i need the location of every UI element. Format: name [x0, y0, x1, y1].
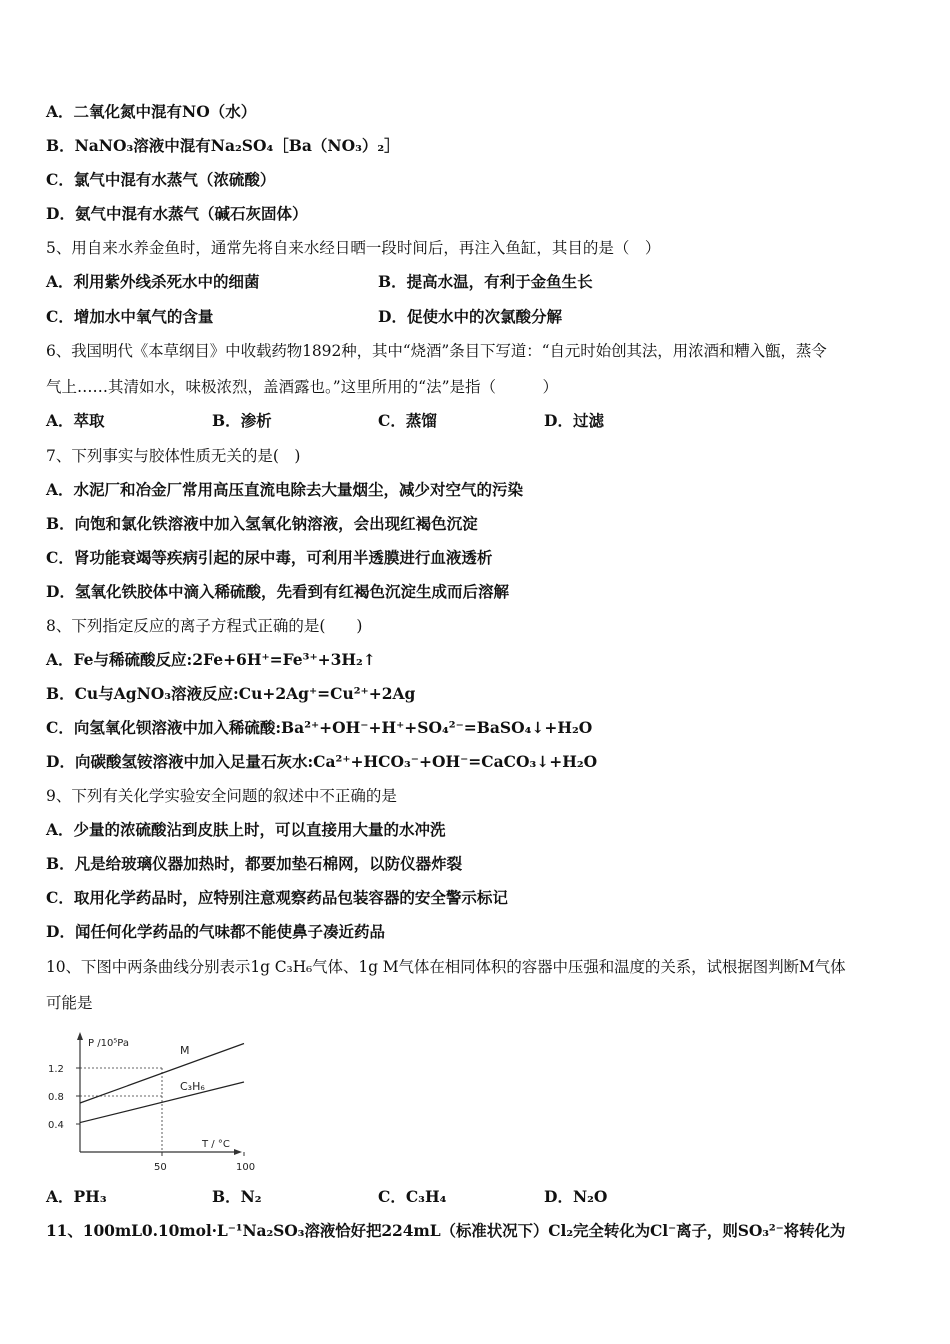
pressure-temperature-graph — [40, 1028, 256, 1178]
q9-stem: 9、下列有关化学实验安全问题的叙述中不正确的是 — [46, 787, 397, 805]
q7-option-b: B．向饱和氯化铁溶液中加入氢氧化钠溶液，会出现红褐色沉淀 — [46, 514, 478, 533]
q9-option-d: D．闻任何化学药品的气味都不能使鼻子凑近药品 — [46, 922, 385, 941]
series-label-0: M — [180, 1044, 190, 1057]
q5-option-d: D．促使水中的次氯酸分解 — [378, 307, 562, 326]
q7-stem: 7、下列事实与胶体性质无关的是( ) — [46, 447, 301, 465]
q5-option-b: B．提高水温，有利于金鱼生长 — [378, 272, 593, 291]
x-tick-label: 50 — [154, 1162, 167, 1173]
q6-option-b: B．渗析 — [212, 411, 272, 430]
q6-option-a: A．萃取 — [46, 411, 105, 430]
x-axis-arrow — [234, 1149, 242, 1155]
q8-option-b: B．Cu与AgNO₃溶液反应:Cu+2Ag⁺=Cu²⁺+2Ag — [46, 684, 416, 703]
q9-option-a: A．少量的浓硫酸沾到皮肤上时，可以直接用大量的水冲洗 — [46, 820, 446, 839]
q9-option-b: B．凡是给玻璃仪器加热时，都要加垫石棉网，以防仪器炸裂 — [46, 854, 463, 873]
q4-option-b: B．NaNO₃溶液中混有Na₂SO₄［Ba（NO₃）₂］ — [46, 136, 400, 155]
q10-option-c: C．C₃H₄ — [378, 1187, 447, 1206]
q10-option-d: D．N₂O — [544, 1187, 608, 1206]
q6-option-c: C．蒸馏 — [378, 411, 437, 430]
q9-option-c: C．取用化学药品时，应特别注意观察药品包装容器的安全警示标记 — [46, 888, 508, 907]
series-line-0 — [80, 1044, 244, 1104]
q10-option-a: A．PH₃ — [46, 1187, 107, 1206]
q4-option-c: C．氯气中混有水蒸气（浓硫酸） — [46, 170, 276, 189]
q6-stem-line2: 气上……其清如水，味极浓烈，盖酒露也。”这里所用的“法”是指（ ） — [46, 378, 559, 396]
y-axis-arrow — [77, 1032, 83, 1040]
y-tick-label: 0.8 — [48, 1092, 64, 1103]
q10-stem-line2: 可能是 — [46, 994, 93, 1012]
y-tick-label: 1.2 — [48, 1064, 64, 1075]
q5-option-a: A．利用紫外线杀死水中的细菌 — [46, 272, 260, 291]
q6-stem-line1: 6、我国明代《本草纲目》中收载药物1892种，其中“烧酒”条目下写道：“自元时始创其法，用浓酒和糟入甑，蒸令 — [46, 342, 827, 360]
q8-option-c: C．向氢氧化钡溶液中加入稀硫酸:Ba²⁺+OH⁻+H⁺+SO₄²⁻=BaSO₄↓+H₂O — [46, 718, 593, 737]
q10-stem-line1: 10、下图中两条曲线分别表示1g C₃H₆气体、1g M气体在相同体积的容器中压强和温度的关系，试根据图判断M气体 — [46, 958, 846, 976]
series-label-1: C₃H₆ — [180, 1080, 205, 1093]
q11-stem: 11、100mL0.10mol·L⁻¹Na₂SO₃溶液恰好把224mL（标准状况下）Cl₂完全转化为Cl⁻离子，则SO₃²⁻将转化为 — [46, 1221, 846, 1240]
q4-option-d: D．氨气中混有水蒸气（碱石灰固体） — [46, 204, 308, 223]
y-axis-label: P /10⁵Pa — [88, 1038, 130, 1049]
y-tick-label: 0.4 — [48, 1120, 64, 1131]
q8-option-a: A．Fe与稀硫酸反应:2Fe+6H⁺=Fe³⁺+3H₂↑ — [46, 650, 376, 669]
q7-option-d: D．氢氧化铁胶体中滴入稀硫酸，先看到有红褐色沉淀生成而后溶解 — [46, 582, 509, 601]
q6-option-d: D．过滤 — [544, 411, 604, 430]
x-axis-label: T / °C — [202, 1139, 230, 1150]
x-tick-label: 100 — [236, 1162, 256, 1173]
q8-stem: 8、下列指定反应的离子方程式正确的是( ) — [46, 617, 363, 635]
q5-option-c: C．增加水中氧气的含量 — [46, 307, 214, 326]
q7-option-a: A．水泥厂和冶金厂常用高压直流电除去大量烟尘，减少对空气的污染 — [46, 480, 524, 499]
q4-option-a: A．二氧化氮中混有NO（水） — [46, 102, 257, 121]
q10-option-b: B．N₂ — [212, 1187, 262, 1206]
q5-stem: 5、用自来水养金鱼时，通常先将自来水经日晒一段时间后，再注入鱼缸，其目的是（ ） — [46, 239, 661, 257]
q7-option-c: C．肾功能衰竭等疾病引起的尿中毒，可利用半透膜进行血液透析 — [46, 548, 493, 567]
q8-option-d: D．向碳酸氢铵溶液中加入足量石灰水:Ca²⁺+HCO₃⁻+OH⁻=CaCO₃↓+H₂O — [46, 752, 598, 771]
